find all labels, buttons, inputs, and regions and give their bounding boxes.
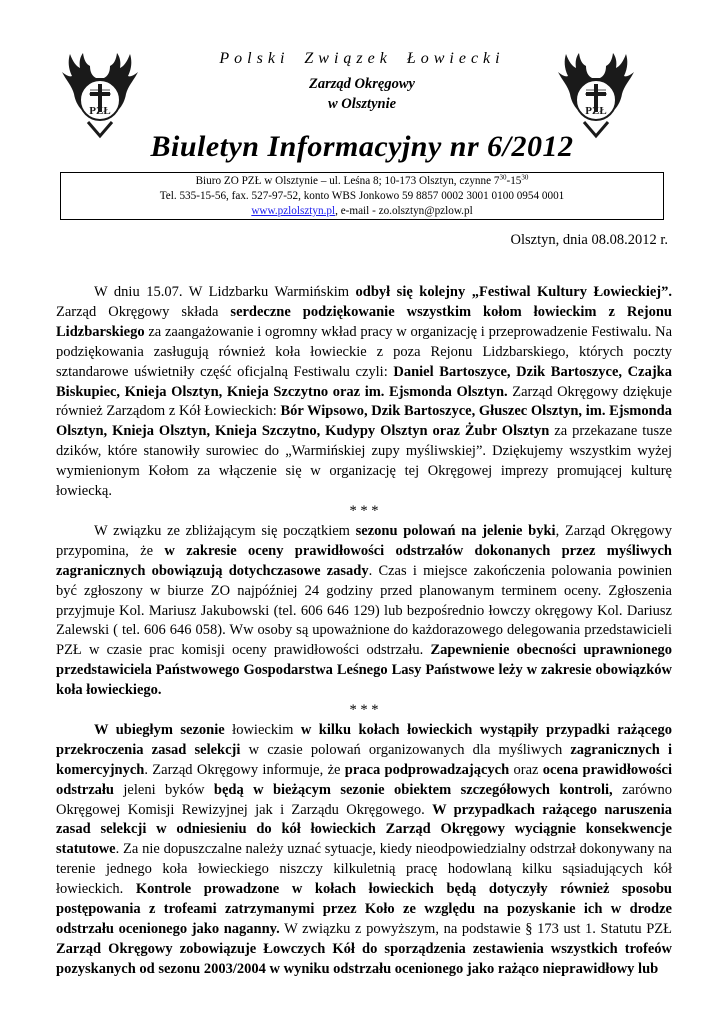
paragraph-selection-rules: W ubiegłym sezonie łowieckim w kilku kołach łowieckich wystąpiły przypadki rażącego przekroczenia zasad selekcji w czasie polowań organizowanych dla myśliwych zagranicznych i komercyjnych. Zarząd Okręgowy informuje, że praca podprowadzających oraz ocena prawidłowości odstrzału jeleni byków będą w bieżącym sezonie obiektem szczegółowych kontroli, zarówno Okręgowej Komisji Rewizyjnej jak i Zarządu Okręgowego. W przypadkach rażącego naruszenia zasad selekcji w odniesieniu do kół łowieckich Zarząd Okręgowy wyciągnie konsekwencje statutowe. Za nie dopuszczalne należy uznać sytuacje, kiedy nieodpowiedzialny odstrzał dokonywany na terenie jednego koła łowieckiego niszczy kilkuletnią pracę hodowlaną kilku sąsiadujących kół łowieckich. Kontrole prowadzone w kołach łowieckich będą dotyczyły również sposobu postępowania z trofeami zatrzymanymi przez Koło ze względu na pozyskanie ich w drodze odstrzału ocenionego jako naganny. W związku z powyższym, na podstawie § 173 ust 1. Statutu PZŁ Zarząd Okręgowy zobowiązuje Łowczych Kół do sporządzenia zestawienia wszystkich trofeów pozyskanych od sezonu 2003/2004 w wyniku odstrzału ocenionego jako rażąco nieprawidłowy lub: [56, 721, 673, 977]
paragraph-festival: W dniu 15.07. W Lidzbarku Warmińskim odbył się kolejny „Festiwal Kultury Łowieckiej”. Zarząd Okręgowy składa serdeczne podziękowanie wszystkim kołom łowieckim z Rejonu Lidzbarskiego za zaangażowanie i ogromny wkład pracy w organizację i przeprowadzenie Festiwalu. Na podziękowania zasługują również koła łowieckie z poza Rejonu Lidzbarskiego, których poczty sztandarowe uświetniły część oficjalną Festiwalu czyli: Daniel Bartoszyce, Dzik Bartoszyce, Czajka Biskupiec, Knieja Olsztyn, Knieja Szczytno oraz im. Ejsmonda Olsztyn. Zarząd Okręgowy dziękuje również Zarządom z Kół Łowieckich: Bór Wipsowo, Dzik Bartoszyce, Głuszec Olsztyn, im. Ejsmonda Olsztyn, Knieja Olsztyn, Knieja Szczytno, Kudypy Olsztyn oraz Żubr Olsztyn za przekazane tusze dzików, które stanowiły surowiec do „Warmińskiej zupy myśliwskiej”. Dziękujemy wszystkim wyżej wymienionym Kołom za włączenie się w organizację tej Okręgowej imprezy promującej kulturę łowiecką.: [56, 284, 673, 500]
organization-city: w Olsztynie: [327, 96, 397, 112]
contact-info-box: [60, 172, 664, 220]
bulletin-title: Biuletyn Informacyjny nr 6/2012: [150, 130, 574, 163]
organization-name: Polski Związek Łowiecki: [219, 50, 505, 67]
bulletin-body: [56, 283, 672, 980]
office-address-line: [61, 174, 663, 189]
logo-text: PZŁ: [89, 105, 111, 117]
hours-open-minutes: 30: [499, 173, 507, 182]
section-separator: * * *: [349, 702, 379, 719]
hours-close-minutes: 30: [521, 173, 529, 182]
website-link[interactable]: www.pzlolsztyn.pl: [251, 205, 336, 217]
document-date: Olsztyn, dnia 08.08.2012 r.: [510, 232, 668, 248]
email-text: , e-mail - zo.olsztyn@pzlow.pl: [335, 205, 473, 217]
office-address: Biuro ZO PZŁ w Olsztynie – ul. Leśna 8; 10-173 Olsztyn, czynne 7: [195, 175, 500, 187]
organization-board: Zarząd Okręgowy: [309, 76, 415, 92]
hours-close: -15: [506, 175, 522, 187]
paragraph-stag-season: W związku ze zbliżającym się początkiem sezonu polowań na jelenie byki, Zarząd Okręgowy przypomina, że w zakresie oceny prawidłowości odstrzałów dokonanych przez myśliwych zagranicznych obowiązują dotychczasowe zasady. Czas i miejsce zakończenia polowania powinien być zgłoszony w biurze ZO najpóźniej 24 godziny przed planowanym terminem oceny. Zgłoszenia przyjmuje Kol. Mariusz Jakubowski (tel. 606 646 129) lub bezpośrednio łowczy okręgowy Kol. Dariusz Zalewski ( tel. 606 646 058). Ww osoby są upoważnione do każdorazowego delegowania przedstawicieli PZŁ w czasie prac komisji oceny prawidłowości odstrzału. Zapewnienie obecności uprawnionego przedstawiciela Państwowego Gospodarstwa Leśnego Lasy Państwowe leży w zakresie obowiązków koła łowieckiego.: [56, 522, 673, 699]
logo-text: PZŁ: [585, 105, 607, 117]
web-email-line: [61, 204, 663, 219]
section-separator: * * *: [349, 502, 379, 519]
phone-bank-line: Tel. 535-15-56, fax. 527-97-52, konto WBS Jonkowo 59 8857 0002 3001 0100 0954 0001: [159, 190, 565, 202]
